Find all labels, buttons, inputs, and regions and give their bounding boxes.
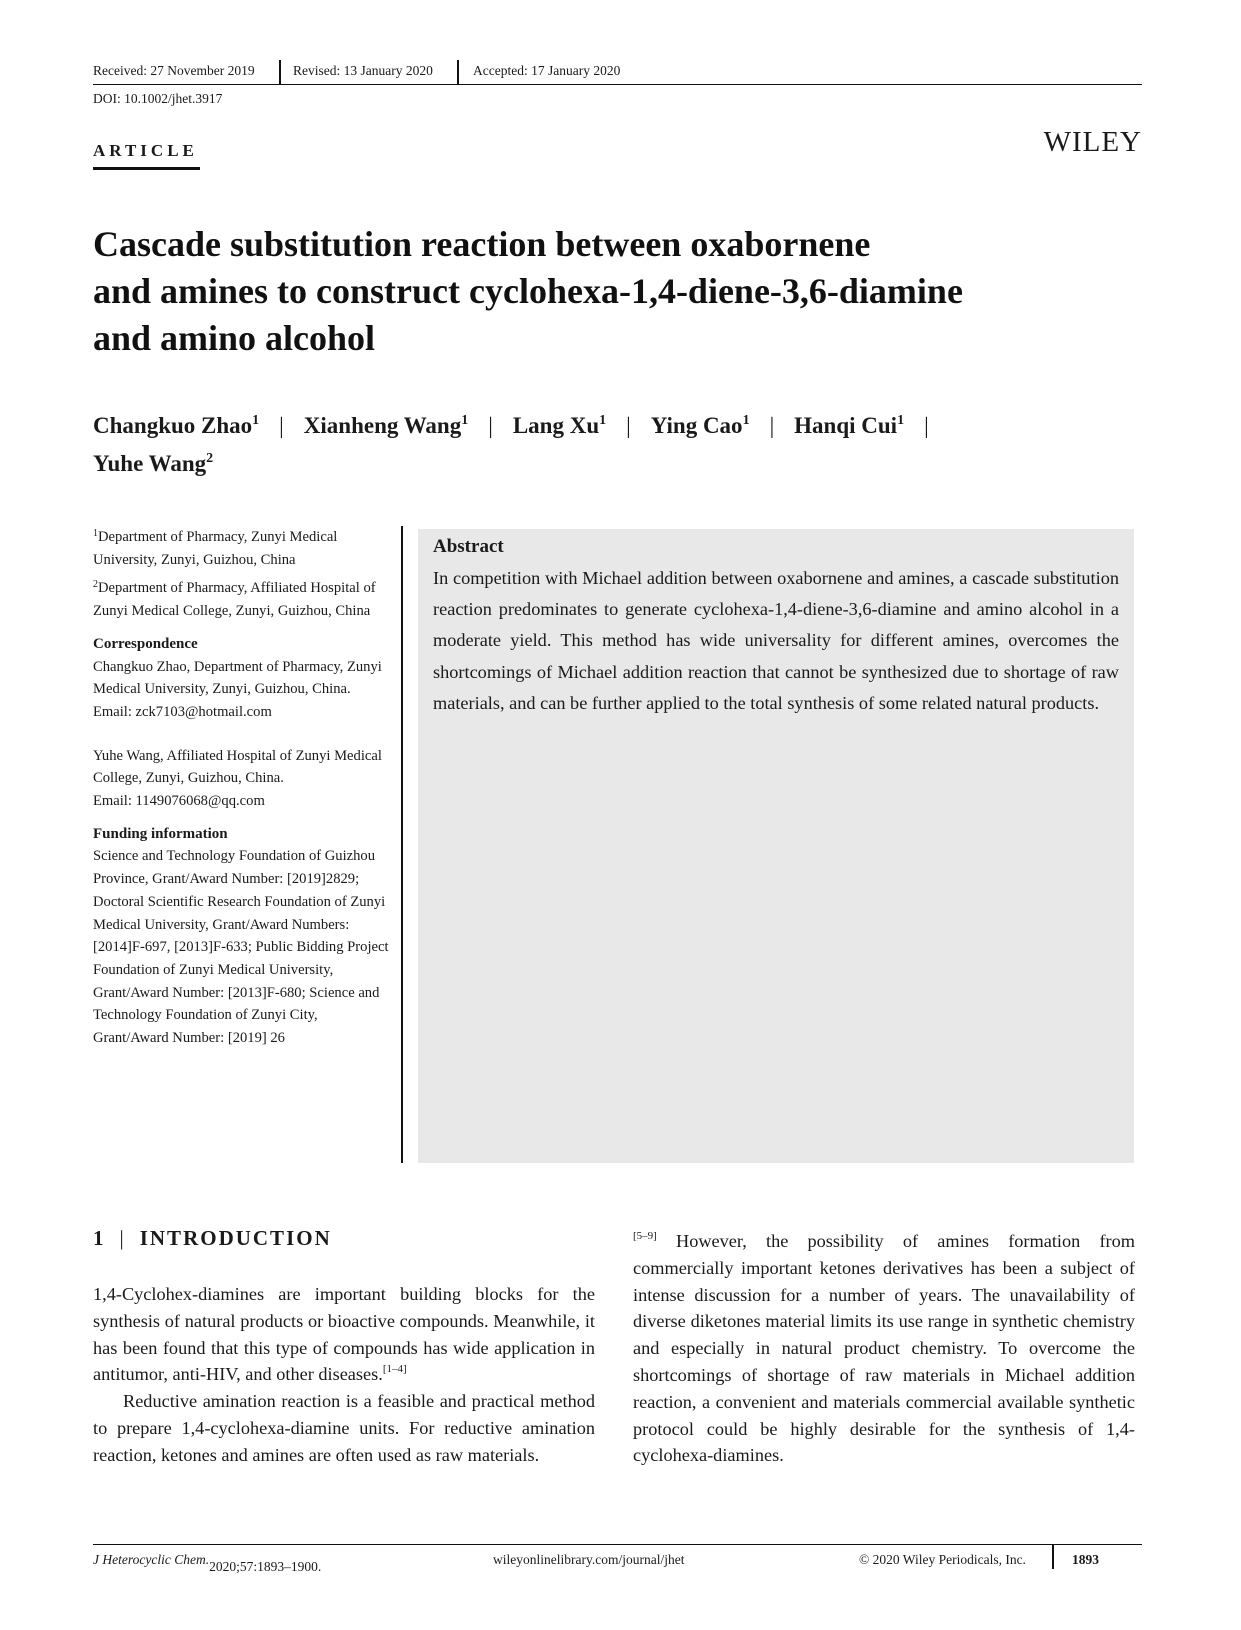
section-heading: 1 | INTRODUCTION xyxy=(93,1226,332,1250)
paragraph: Reductive amination reaction is a feasible and practical method to prepare 1,4-cyclohexa-diamine units. For reductive amination reaction, ketones and amines are often used as raw materials. xyxy=(93,1391,595,1465)
received-date: Received: 27 November 2019 xyxy=(93,63,255,78)
correspondence-email[interactable]: Email: zck7103@hotmail.com xyxy=(93,703,272,720)
correspondence-entry: Changkuo Zhao, Department of Pharmacy, Zunyi Medical University, Zunyi, Guizhou, China. xyxy=(93,658,382,698)
article-label-underline xyxy=(93,167,200,170)
affiliation: $^1$Department of Pharmacy, Zunyi Medical University, Zunyi, Guizhou, China xyxy=(93,528,338,568)
paragraph: 1,4-Cyclohex-diamines are important building blocks for the synthesis of natural products or bioactive compounds. Meanwhile, it has been found that this type of compounds has wide application in antitumor, anti-HIV, and other diseases.[1–4] xyxy=(93,1284,595,1385)
article-title xyxy=(93,221,1153,362)
journal-citation: J Heterocyclic Chem. 2020;57:1893–1900. xyxy=(93,1552,322,1574)
author-separator: | xyxy=(626,413,631,438)
author-list xyxy=(93,407,1153,483)
title-line: and amino alcohol xyxy=(93,318,376,358)
correspondence-heading: Correspondence xyxy=(93,635,198,652)
author-separator: | xyxy=(279,413,284,438)
section-number: 1 xyxy=(93,1226,104,1250)
article-type-label: ARTICLE xyxy=(93,141,198,160)
author: Hanqi Cui$^1$ xyxy=(794,413,905,438)
paragraph: [5–9] However, the possibility of amines formation from commercially important ketones derivatives has been a subject of intense discussion for a number of years. The unavailability of diverse diketones material limits its use range in synthetic chemistry and especially in natural product chemistry. To overcome the shortcomings of shortage of raw materials in Michael addition reaction, a convenient and materials commercial available synthetic protocol could be highly desirable for the synthesis of 1,4-cyclohexa-diamines. xyxy=(633,1230,1135,1466)
journal-url[interactable]: wileyonlinelibrary.com/journal/jhet xyxy=(493,1552,685,1567)
page-footer xyxy=(93,1544,1142,1574)
citation-ref[interactable]: [5–9] xyxy=(633,1230,657,1242)
sidebar-divider xyxy=(401,526,403,1163)
title-line: Cascade substitution reaction between oxabornene xyxy=(93,224,871,264)
author-separator: | xyxy=(488,413,493,438)
funding-heading: Funding information xyxy=(93,825,228,842)
author-separator: | xyxy=(924,413,929,438)
correspondence-email[interactable]: Email: 1149076068@qq.com xyxy=(93,793,265,810)
revised-date: Revised: 13 January 2020 xyxy=(293,63,433,78)
author-separator: | xyxy=(769,413,775,438)
title-line: and amines to construct cyclohexa-1,4-diene-3,6-diamine xyxy=(93,271,963,311)
section-title: INTRODUCTION xyxy=(139,1226,332,1250)
author: Ying Cao$^1$ xyxy=(650,413,750,438)
body-column-right xyxy=(633,1228,1135,1469)
abstract-heading: Abstract xyxy=(433,536,504,557)
publisher-logo: WILEY xyxy=(1043,126,1142,158)
abstract-text: In competition with Michael addition between oxabornene and amines, a cascade substitution reaction predominates to generate cyclohexa-1,4-diene-3,6-diamine and amino alcohol in a moderate yield. This method has wide universality for different amines, overcomes the shortcomings of Michael addition reaction that cannot be synthesized due to shortage of raw materials, and can be further applied to the total synthesis of some related natural products. xyxy=(433,568,1119,713)
correspondence-entry: Yuhe Wang, Affiliated Hospital of Zunyi Medical College, Zunyi, Guizhou, China. xyxy=(93,747,382,787)
accepted-date: Accepted: 17 January 2020 xyxy=(473,63,621,78)
affiliation: $^2$Department of Pharmacy, Affiliated Hospital of Zunyi Medical College, Zunyi, Guizhou, China xyxy=(93,579,376,620)
author: Xianheng Wang$^1$ xyxy=(303,413,469,438)
page-number: 1893 xyxy=(1072,1552,1099,1567)
date-divider xyxy=(279,60,281,84)
article-info-sidebar xyxy=(93,526,393,1050)
abstract-box xyxy=(418,529,1134,1163)
citation-ref[interactable]: [1–4] xyxy=(382,1363,407,1376)
author: Lang Xu$^1$ xyxy=(512,413,607,438)
copyright: © 2020 Wiley Periodicals, Inc. xyxy=(859,1552,1026,1567)
doi[interactable]: DOI: 10.1002/jhet.3917 xyxy=(93,91,223,106)
funding-text: Science and Technology Foundation of Guizhou Province, Grant/Award Number: [2019]2829; Doctoral Scientific Research Foundation of Zunyi Medical University, Grant/Award Numbers: [2014]F-697, [2013]F-633; Public Bidding Project Foundation of Zunyi Medical University, Grant/Award Number: [2013]F-680; Science and Technology Foundation of Zunyi City, Grant/Award Number: [2019] 26 xyxy=(93,848,389,1047)
author: Yuhe Wang$^2$ xyxy=(93,451,214,476)
author: Changkuo Zhao$^1$ xyxy=(93,413,260,438)
publication-dates xyxy=(93,60,1142,85)
body-column-left xyxy=(93,1281,595,1469)
date-divider xyxy=(457,60,459,84)
footer-divider xyxy=(1052,1545,1054,1569)
